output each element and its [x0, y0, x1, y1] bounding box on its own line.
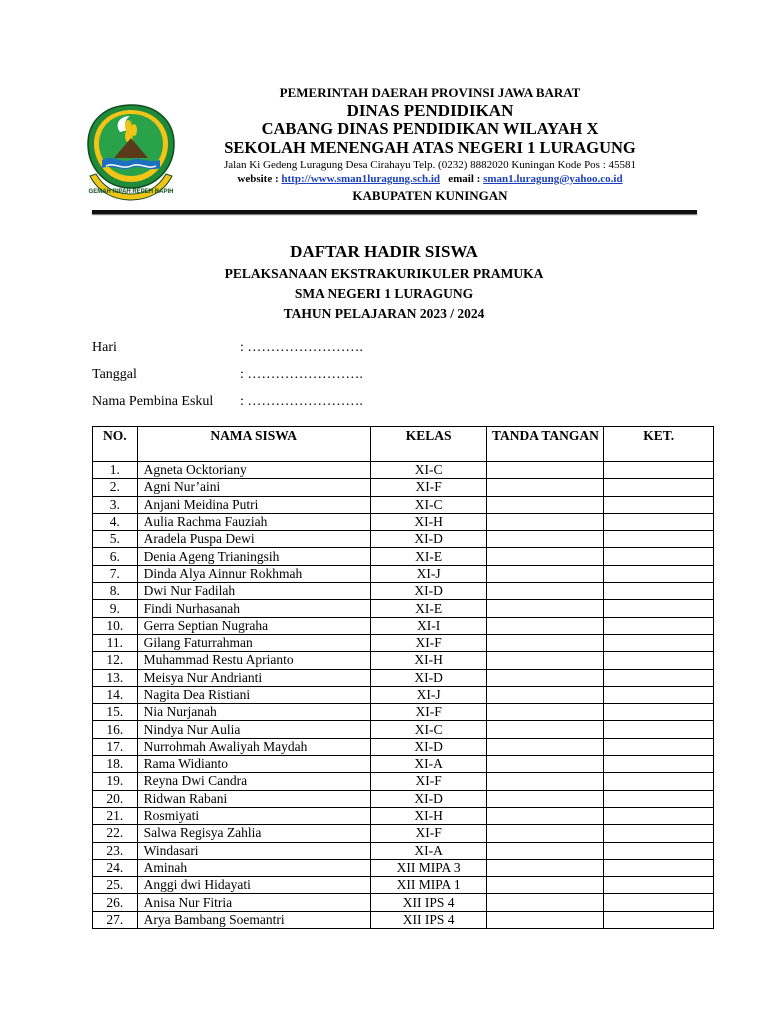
student-class: XI-C	[370, 721, 487, 738]
row-number: 13.	[93, 669, 138, 686]
signature-cell[interactable]	[487, 807, 604, 824]
signature-cell[interactable]	[487, 548, 604, 565]
table-row	[93, 583, 714, 600]
student-name: Rosmiyati	[137, 807, 370, 824]
notes-cell[interactable]	[604, 548, 714, 565]
student-class: XI-J	[370, 686, 487, 703]
student-name: Findi Nurhasanah	[137, 600, 370, 617]
student-class: XI-H	[370, 652, 487, 669]
student-class: XI-E	[370, 600, 487, 617]
signature-cell[interactable]	[487, 565, 604, 582]
student-name: Dwi Nur Fadilah	[137, 583, 370, 600]
student-class: XI-D	[370, 738, 487, 755]
row-number: 3.	[93, 496, 138, 513]
signature-cell[interactable]	[487, 686, 604, 703]
table-row	[93, 600, 714, 617]
attendance-info-fields	[92, 340, 363, 421]
row-number: 17.	[93, 738, 138, 755]
info-label: Tanggal	[92, 367, 137, 382]
student-name: Windasari	[137, 842, 370, 859]
table-row	[93, 686, 714, 703]
notes-cell[interactable]	[604, 704, 714, 721]
row-number: 26.	[93, 894, 138, 911]
student-name: Gilang Faturrahman	[137, 634, 370, 651]
student-class: XI-E	[370, 548, 487, 565]
notes-cell[interactable]	[604, 565, 714, 582]
notes-cell[interactable]	[604, 583, 714, 600]
student-class: XI-A	[370, 756, 487, 773]
table-row	[93, 773, 714, 790]
student-class: XI-I	[370, 617, 487, 634]
table-row	[93, 859, 714, 876]
row-number: 27.	[93, 911, 138, 928]
table-row	[93, 807, 714, 824]
signature-cell[interactable]	[487, 877, 604, 894]
student-class: XI-C	[370, 496, 487, 513]
table-row	[93, 617, 714, 634]
notes-cell[interactable]	[604, 652, 714, 669]
signature-cell[interactable]	[487, 773, 604, 790]
row-number: 2.	[93, 479, 138, 496]
student-class: XI-F	[370, 704, 487, 721]
signature-cell[interactable]	[487, 496, 604, 513]
student-name: Anisa Nur Fitria	[137, 894, 370, 911]
signature-cell[interactable]	[487, 634, 604, 651]
document-title: DAFTAR HADIR SISWA	[290, 242, 478, 261]
row-number: 25.	[93, 877, 138, 894]
provincial-government-line: PEMERINTAH DAERAH PROVINSI JAWA BARAT	[279, 85, 581, 100]
row-number: 20.	[93, 790, 138, 807]
notes-cell[interactable]	[604, 825, 714, 842]
signature-cell[interactable]	[487, 859, 604, 876]
signature-cell[interactable]	[487, 462, 604, 479]
table-row	[93, 756, 714, 773]
info-row-date	[92, 367, 363, 394]
letterhead	[84, 84, 704, 212]
student-class: XI-C	[370, 462, 487, 479]
student-class: XI-H	[370, 807, 487, 824]
student-name: Salwa Regisya Zahlia	[137, 825, 370, 842]
row-number: 24.	[93, 859, 138, 876]
info-value: : …………………….	[240, 367, 363, 382]
notes-cell[interactable]	[604, 479, 714, 496]
west-java-emblem-logo	[84, 102, 178, 206]
notes-cell[interactable]	[604, 790, 714, 807]
student-class: XII MIPA 3	[370, 859, 487, 876]
signature-cell[interactable]	[487, 583, 604, 600]
website-label: website :	[237, 173, 279, 185]
row-number: 16.	[93, 721, 138, 738]
student-name: Nagita Dea Ristiani	[137, 686, 370, 703]
student-class: XI-F	[370, 634, 487, 651]
signature-cell[interactable]	[487, 652, 604, 669]
signature-cell[interactable]	[487, 894, 604, 911]
notes-cell[interactable]	[604, 686, 714, 703]
signature-cell[interactable]	[487, 704, 604, 721]
student-class: XI-F	[370, 825, 487, 842]
student-name: Anggi dwi Hidayati	[137, 877, 370, 894]
notes-cell[interactable]	[604, 894, 714, 911]
document-subtitle-year: TAHUN PELAJARAN 2023 / 2024	[283, 306, 485, 321]
student-name: Nia Nurjanah	[137, 704, 370, 721]
student-name: Dinda Alya Ainnur Rokhmah	[137, 565, 370, 582]
table-row	[93, 911, 714, 928]
notes-cell[interactable]	[604, 773, 714, 790]
student-class: XI-D	[370, 583, 487, 600]
student-name: Rama Widianto	[137, 756, 370, 773]
table-row	[93, 462, 714, 479]
row-number: 9.	[93, 600, 138, 617]
notes-cell[interactable]	[604, 842, 714, 859]
letterhead-text	[180, 86, 680, 204]
student-name: Arya Bambang Soemantri	[137, 911, 370, 928]
notes-cell[interactable]	[604, 462, 714, 479]
row-number: 12.	[93, 652, 138, 669]
student-class: XI-D	[370, 669, 487, 686]
student-name: Meisya Nur Andrianti	[137, 669, 370, 686]
info-row-supervisor	[92, 394, 363, 421]
notes-cell[interactable]	[604, 756, 714, 773]
student-class: XI-D	[370, 531, 487, 548]
row-number: 23.	[93, 842, 138, 859]
header-no: NO.	[93, 427, 138, 462]
notes-cell[interactable]	[604, 634, 714, 651]
contact-line	[180, 174, 680, 189]
row-number: 10.	[93, 617, 138, 634]
table-row	[93, 531, 714, 548]
signature-cell[interactable]	[487, 531, 604, 548]
student-name: Agneta Ocktoriany	[137, 462, 370, 479]
table-row	[93, 548, 714, 565]
table-row	[93, 479, 714, 496]
table-row	[93, 877, 714, 894]
student-class: XII IPS 4	[370, 894, 487, 911]
table-row	[93, 721, 714, 738]
table-row	[93, 738, 714, 755]
student-name: Gerra Septian Nugraha	[137, 617, 370, 634]
header-class: KELAS	[370, 427, 487, 462]
notes-cell[interactable]	[604, 859, 714, 876]
notes-cell[interactable]	[604, 617, 714, 634]
signature-cell[interactable]	[487, 669, 604, 686]
row-number: 22.	[93, 825, 138, 842]
regency-line: KABUPATEN KUNINGAN	[352, 188, 508, 203]
student-name: Aulia Rachma Fauziah	[137, 513, 370, 530]
info-label: Nama Pembina Eskul	[92, 394, 214, 409]
signature-cell[interactable]	[487, 513, 604, 530]
row-number: 1.	[93, 462, 138, 479]
student-name: Nindya Nur Aulia	[137, 721, 370, 738]
email-label: email :	[448, 173, 481, 185]
notes-cell[interactable]	[604, 600, 714, 617]
notes-cell[interactable]	[604, 877, 714, 894]
row-number: 14.	[93, 686, 138, 703]
table-row	[93, 894, 714, 911]
row-number: 6.	[93, 548, 138, 565]
row-number: 19.	[93, 773, 138, 790]
document-subtitle-activity: PELAKSANAAN EKSTRAKURIKULER PRAMUKA	[224, 266, 544, 281]
document-subtitle-school: SMA NEGERI 1 LURAGUNG	[294, 286, 474, 301]
row-number: 11.	[93, 634, 138, 651]
table-row	[93, 496, 714, 513]
table-header-row	[93, 427, 714, 462]
row-number: 7.	[93, 565, 138, 582]
student-class: XI-F	[370, 773, 487, 790]
signature-cell[interactable]	[487, 617, 604, 634]
row-number: 18.	[93, 756, 138, 773]
letterhead-divider	[92, 210, 697, 214]
row-number: 5.	[93, 531, 138, 548]
signature-cell[interactable]	[487, 790, 604, 807]
table-row	[93, 513, 714, 530]
student-class: XII MIPA 1	[370, 877, 487, 894]
signature-cell[interactable]	[487, 600, 604, 617]
notes-cell[interactable]	[604, 807, 714, 824]
school-name-line: SEKOLAH MENENGAH ATAS NEGERI 1 LURAGUNG	[224, 138, 636, 157]
student-name: Ridwan Rabani	[137, 790, 370, 807]
table-row	[93, 704, 714, 721]
notes-cell[interactable]	[604, 513, 714, 530]
branch-office-line: CABANG DINAS PENDIDIKAN WILAYAH X	[261, 119, 599, 138]
email-link[interactable]: sman1.luragung@yahoo.co.id	[483, 173, 623, 185]
info-value: : …………………….	[240, 394, 363, 409]
student-name: Muhammad Restu Aprianto	[137, 652, 370, 669]
table-row	[93, 669, 714, 686]
notes-cell[interactable]	[604, 911, 714, 928]
table-row	[93, 565, 714, 582]
table-row	[93, 825, 714, 842]
info-label: Hari	[92, 340, 117, 355]
info-value: : …………………….	[240, 340, 363, 355]
student-name: Reyna Dwi Candra	[137, 773, 370, 790]
student-class: XI-F	[370, 479, 487, 496]
student-name: Nurrohmah Awaliyah Maydah	[137, 738, 370, 755]
document-title-block	[0, 242, 768, 326]
row-number: 21.	[93, 807, 138, 824]
student-class: XI-D	[370, 790, 487, 807]
table-row	[93, 842, 714, 859]
row-number: 8.	[93, 583, 138, 600]
website-link[interactable]: http://www.sman1luragung.sch.id	[281, 173, 441, 185]
education-office-line: DINAS PENDIDIKAN	[346, 101, 514, 120]
notes-cell[interactable]	[604, 721, 714, 738]
student-class: XI-J	[370, 565, 487, 582]
signature-cell[interactable]	[487, 842, 604, 859]
student-name: Aradela Puspa Dewi	[137, 531, 370, 548]
student-class: XII IPS 4	[370, 911, 487, 928]
header-student-name: NAMA SISWA	[137, 427, 370, 462]
row-number: 15.	[93, 704, 138, 721]
table-row	[93, 652, 714, 669]
info-row-day	[92, 340, 363, 367]
signature-cell[interactable]	[487, 479, 604, 496]
logo-motto: GEMAH RIPAH REPEH RAPIH	[88, 189, 174, 195]
notes-cell[interactable]	[604, 531, 714, 548]
signature-cell[interactable]	[487, 738, 604, 755]
header-signature: TANDA TANGAN	[487, 427, 604, 462]
signature-cell[interactable]	[487, 721, 604, 738]
attendance-table-body	[93, 462, 714, 929]
notes-cell[interactable]	[604, 496, 714, 513]
table-row	[93, 634, 714, 651]
table-row	[93, 790, 714, 807]
student-name: Denia Ageng Trianingsih	[137, 548, 370, 565]
notes-cell[interactable]	[604, 669, 714, 686]
student-name: Anjani Meidina Putri	[137, 496, 370, 513]
signature-cell[interactable]	[487, 911, 604, 928]
student-class: XI-H	[370, 513, 487, 530]
attendance-table	[92, 426, 714, 929]
notes-cell[interactable]	[604, 738, 714, 755]
header-notes: KET.	[604, 427, 714, 462]
school-address: Jalan Ki Gedeng Luragung Desa Cirahayu Telp. (0232) 8882020 Kuningan Kode Pos : 45581	[223, 159, 637, 171]
student-name: Agni Nur’aini	[137, 479, 370, 496]
signature-cell[interactable]	[487, 825, 604, 842]
student-class: XI-A	[370, 842, 487, 859]
row-number: 4.	[93, 513, 138, 530]
signature-cell[interactable]	[487, 756, 604, 773]
student-name: Aminah	[137, 859, 370, 876]
